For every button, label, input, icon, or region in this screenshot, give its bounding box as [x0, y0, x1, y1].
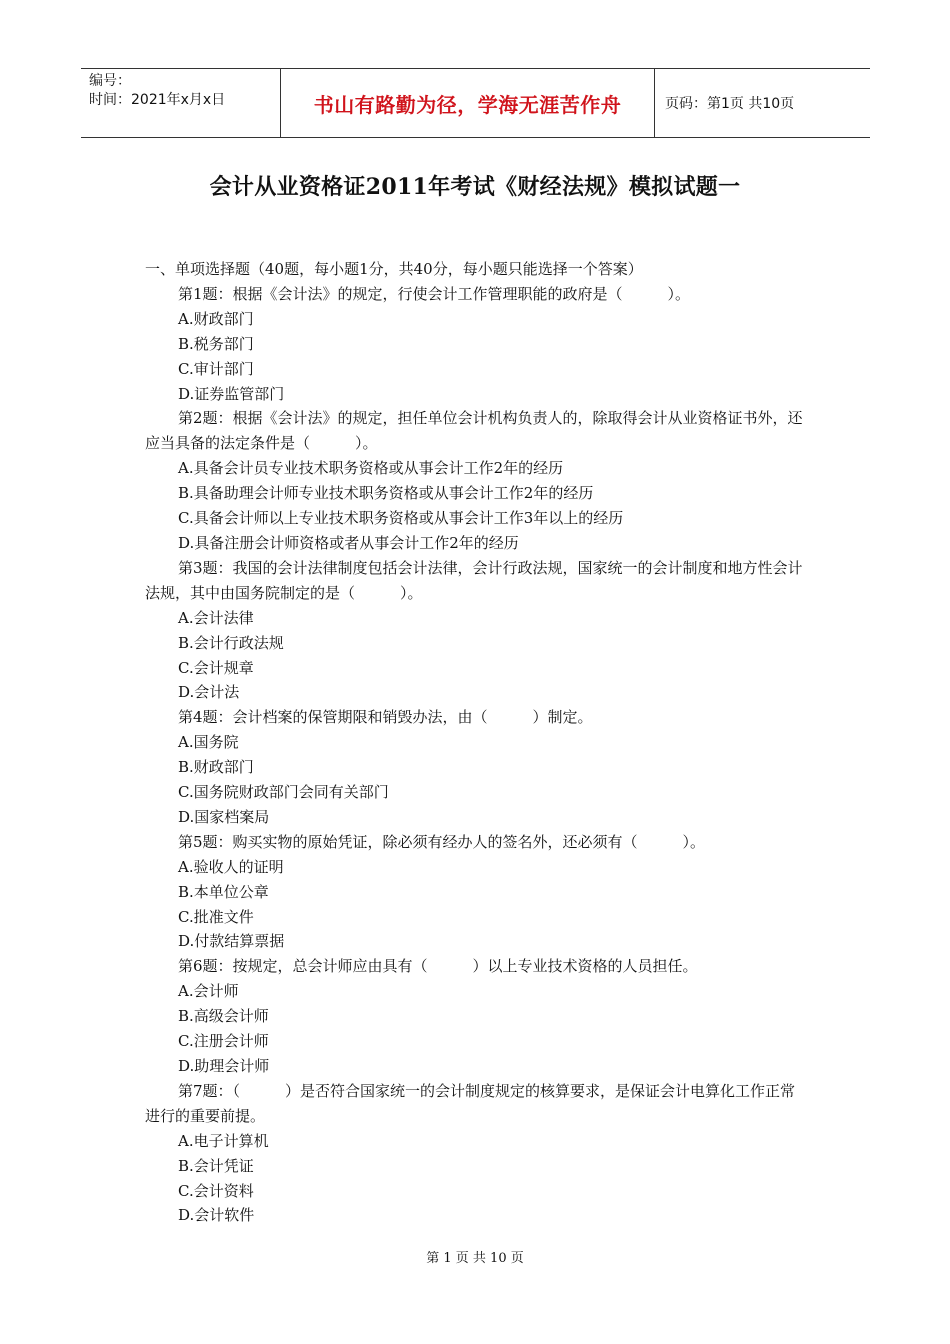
option: D.证券监管部门 — [178, 384, 285, 403]
header-page-info: 页码：第1页 共10页 — [665, 96, 795, 112]
option: D.付款结算票据 — [178, 932, 285, 951]
option: C.具备会计师以上专业技术职务资格或从事会计工作3年以上的经历 — [178, 509, 624, 528]
section-heading: 一、单项选择题（40题，每小题1分，共40分，每小题只能选择一个答案） — [145, 260, 643, 278]
option: A.会计法律 — [178, 608, 254, 627]
number-label: 编号： — [89, 73, 131, 89]
option: D.助理会计师 — [178, 1057, 270, 1075]
time-label: 时间：2021年x月x日 — [89, 92, 226, 108]
option: D.会计法 — [178, 683, 240, 702]
option: A.国务院 — [178, 733, 239, 752]
page-footer: 第 1 页 共 10 页 — [426, 1251, 524, 1266]
page-header — [81, 68, 870, 138]
option: D.具备注册会计师资格或者从事会计工作2年的经历 — [178, 533, 519, 552]
question-2: 第2题：根据《会计法》的规定，担任单位会计机构负责人的，除取得会计从业资格证书外，还应当具备的法定条件是（ ）。 — [145, 409, 803, 453]
option: C.会计规章 — [178, 658, 254, 677]
header-meta — [81, 69, 281, 137]
option: C.国务院财政部门会同有关部门 — [178, 783, 389, 802]
option: B.高级会计师 — [178, 1007, 269, 1026]
option: B.本单位公章 — [178, 882, 269, 901]
option: B.会计凭证 — [178, 1156, 254, 1175]
document-body — [145, 257, 810, 1228]
option: B.具备助理会计师专业技术职务资格或从事会计工作2年的经历 — [178, 484, 594, 503]
option: D.国家档案局 — [178, 807, 270, 826]
option: D.会计软件 — [178, 1206, 255, 1225]
option: A.财政部门 — [178, 309, 254, 328]
question-5: 第5题：购买实物的原始凭证，除必须有经办人的签名外，还必须有（ ）。 — [178, 832, 706, 851]
question-1: 第1题：根据《会计法》的规定，行使会计工作管理职能的政府是（ ）。 — [178, 284, 691, 303]
option: C.审计部门 — [178, 359, 254, 378]
option: A.具备会计员专业技术职务资格或从事会计工作2年的经历 — [178, 459, 564, 478]
option: B.财政部门 — [178, 758, 254, 777]
option: A.验收人的证明 — [178, 857, 284, 876]
option: B.会计行政法规 — [178, 633, 284, 652]
option: C.批准文件 — [178, 907, 254, 926]
option: C.注册会计师 — [178, 1032, 269, 1051]
option: A.电子计算机 — [178, 1131, 269, 1150]
question-4: 第4题：会计档案的保管期限和销毁办法，由（ ）制定。 — [178, 708, 593, 727]
question-7: 第7题：（ ）是否符合国家统一的会计制度规定的核算要求，是保证会计电算化工作正常进行的重要前提。 — [145, 1081, 796, 1125]
option: C.会计资料 — [178, 1181, 254, 1200]
option: A.会计师 — [178, 982, 239, 1001]
document-title: 会计从业资格证2011年考试《财经法规》模拟试题一 — [209, 174, 741, 200]
question-3: 第3题：我国的会计法律制度包括会计法律，会计行政法规，国家统一的会计制度和地方性会计法规，其中由国务院制定的是（ ）。 — [145, 558, 803, 602]
question-6: 第6题：按规定，总会计师应由具有（ ）以上专业技术资格的人员担任。 — [178, 957, 698, 976]
option: B.税务部门 — [178, 334, 254, 353]
header-motto: 书山有路勤为径，学海无涯苦作舟 — [281, 69, 655, 137]
